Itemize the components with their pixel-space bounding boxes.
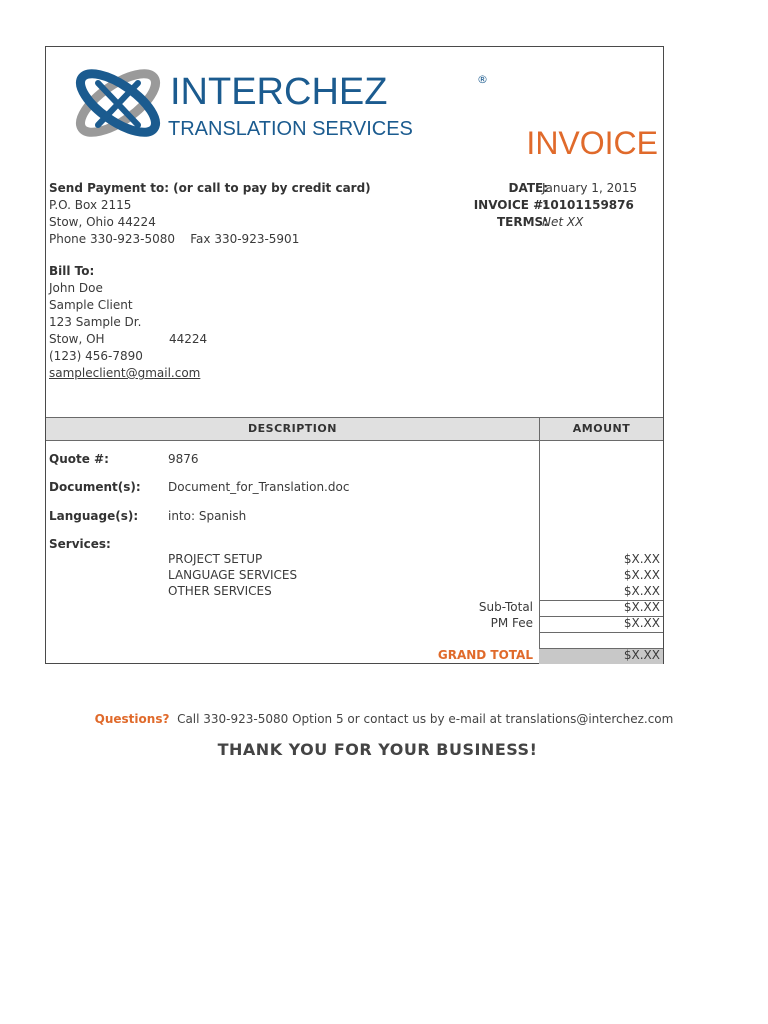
quote-value: 9876 <box>168 452 199 466</box>
invoice-meta-labels <box>468 180 548 231</box>
grand-total-label: GRAND TOTAL <box>437 648 533 662</box>
bill-to-phone: (123) 456-7890 <box>49 349 143 363</box>
items-table-header <box>46 417 663 441</box>
languages-label: Language(s): <box>49 509 139 523</box>
service-amount: $X.XX <box>623 552 660 566</box>
subtotal-value: $X.XX <box>623 600 660 614</box>
subtotal-label: Sub-Total <box>478 600 533 614</box>
languages-value: into: Spanish <box>168 509 247 523</box>
questions-line <box>0 712 768 726</box>
invoice-number-label: INVOICE #: <box>473 198 548 212</box>
bill-to-block <box>49 263 208 382</box>
service-item: OTHER SERVICES <box>168 584 272 598</box>
quote-label: Quote #: <box>49 452 109 466</box>
remit-line-2: Stow, Ohio 44224 <box>49 215 156 229</box>
remit-line-1: P.O. Box 2115 <box>49 198 132 212</box>
service-item: PROJECT SETUP <box>168 552 263 566</box>
invoice-meta-values <box>542 180 637 231</box>
bill-to-zip: 44224 <box>169 332 208 346</box>
invoice-title: INVOICE <box>526 125 658 161</box>
brand-name: INTERCHEZ <box>170 71 388 113</box>
questions-text: Call 330-923-5080 Option 5 or contact us by e-mail at translations@interchez.com <box>177 712 674 726</box>
terms-label: TERMS: <box>496 215 548 229</box>
company-logo <box>68 63 498 145</box>
brand-tagline: TRANSLATION SERVICES <box>168 118 413 140</box>
pmfee-value: $X.XX <box>623 616 660 630</box>
bill-to-city-row <box>49 331 208 348</box>
logo-mark-icon <box>68 63 168 145</box>
remit-line-3: Phone 330-923-5080 Fax 330-923-5901 <box>49 232 300 246</box>
pmfee-label: PM Fee <box>490 616 533 630</box>
service-item: LANGUAGE SERVICES <box>168 568 298 582</box>
amount-column-divider <box>539 417 540 664</box>
documents-value: Document_for_Translation.doc <box>168 480 350 494</box>
date-value: January 1, 2015 <box>542 181 638 195</box>
bill-to-email-link[interactable]: sampleclient@gmail.com <box>49 366 201 380</box>
grand-total-value: $X.XX <box>623 648 660 662</box>
bill-to-street: 123 Sample Dr. <box>49 315 142 329</box>
bill-to-name: John Doe <box>49 281 103 295</box>
documents-label: Document(s): <box>49 480 141 494</box>
service-amount: $X.XX <box>623 568 660 582</box>
remit-heading: Send Payment to: (or call to pay by credit card) <box>49 181 371 195</box>
column-header-description: DESCRIPTION <box>248 422 337 435</box>
registered-mark: ® <box>477 73 488 86</box>
invoice-number-value: 10101159876 <box>542 198 634 212</box>
column-header-amount: AMOUNT <box>572 422 631 435</box>
blank-row-rule <box>539 632 663 633</box>
services-label: Services: <box>49 537 111 551</box>
date-label: DATE: <box>508 181 548 195</box>
questions-label: Questions? <box>94 712 170 726</box>
service-amount: $X.XX <box>623 584 660 598</box>
bill-to-city: Stow, OH <box>49 332 105 346</box>
remit-block <box>49 180 371 248</box>
bill-to-company: Sample Client <box>49 298 133 312</box>
terms-value: Net XX <box>542 215 584 229</box>
invoice-sheet <box>45 46 664 664</box>
thank-you-message: THANK YOU FOR YOUR BUSINESS! <box>217 740 538 759</box>
bill-to-heading: Bill To: <box>49 264 95 278</box>
